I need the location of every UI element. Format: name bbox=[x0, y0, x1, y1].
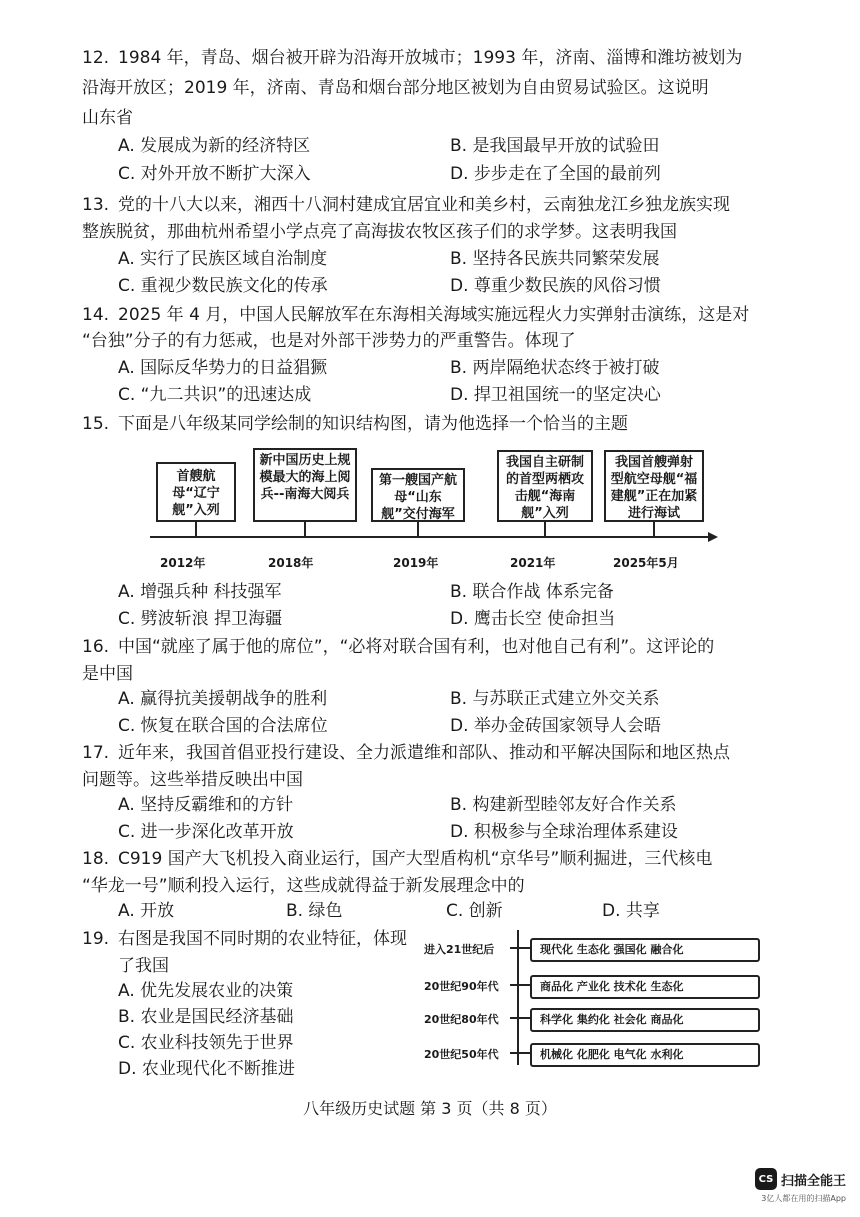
timeline-tick bbox=[304, 522, 306, 537]
question-stem-line: 1984 年，青岛、烟台被开辟为沿海开放城市；1993 年，济南、淄博和潍坊被划为 bbox=[118, 48, 743, 68]
timeline-year: 2021年 bbox=[510, 556, 556, 570]
question-stem-line: 了我国 bbox=[118, 956, 169, 976]
option-c: C. 创新 bbox=[446, 901, 503, 921]
question-number: 14. bbox=[82, 305, 110, 325]
option-c: C. 农业科技领先于世界 bbox=[118, 1033, 294, 1053]
option-c: C. 恢复在联合国的合法席位 bbox=[118, 716, 328, 736]
scanner-watermark bbox=[755, 1168, 846, 1190]
question-number: 18. bbox=[82, 849, 110, 869]
timeline-event: 第一艘国产航母“山东舰”交付海军 bbox=[371, 468, 465, 522]
option-a: A. 实行了民族区域自治制度 bbox=[118, 249, 328, 269]
timeline-event: 新中国历史上规模最大的海上阅兵--南海大阅兵 bbox=[253, 448, 357, 522]
question-stem-line: 中国“就座了属于他的席位”，“必将对联合国有利，也对他自己有利”。这评论的 bbox=[118, 637, 715, 657]
option-a: A. 发展成为新的经济特区 bbox=[118, 136, 311, 156]
option-c: C. 对外开放不断扩大深入 bbox=[118, 164, 311, 184]
question-stem-line: 是中国 bbox=[82, 664, 133, 684]
option-c: C. 重视少数民族文化的传承 bbox=[118, 276, 328, 296]
option-a: A. 赢得抗美援朝战争的胜利 bbox=[118, 689, 328, 709]
watermark-name: 扫描全能王 bbox=[780, 1173, 846, 1189]
question-stem-line: 近年来，我国首倡亚投行建设、全力派遣维和部队、推动和平解决国际和地区热点 bbox=[118, 743, 730, 763]
option-b: B. 坚持各民族共同繁荣发展 bbox=[450, 249, 660, 269]
option-d: D. 尊重少数民族的风俗习惯 bbox=[450, 276, 661, 296]
feature-box: 机械化 化肥化 电气化 水利化 bbox=[530, 1043, 760, 1067]
timeline-tick bbox=[417, 522, 419, 537]
question-stem-line: “台独”分子的有力惩戒，也是对外部干涉势力的严重警告。体现了 bbox=[82, 331, 576, 351]
option-d: D. 捍卫祖国统一的坚定决心 bbox=[450, 385, 661, 405]
option-a: A. 增强兵种 科技强军 bbox=[118, 582, 282, 602]
option-b: B. 绿色 bbox=[286, 901, 343, 921]
option-c: C. 劈波斩浪 捍卫海疆 bbox=[118, 609, 283, 629]
timeline-event: 首艘航母“辽宁舰”入列 bbox=[156, 462, 236, 522]
option-a: A. 优先发展农业的决策 bbox=[118, 981, 294, 1001]
option-a: A. 坚持反霸维和的方针 bbox=[118, 795, 294, 815]
feature-box: 商品化 产业化 技术化 生态化 bbox=[530, 975, 760, 999]
option-d: D. 共享 bbox=[602, 901, 660, 921]
option-b: B. 联合作战 体系完备 bbox=[450, 582, 614, 602]
period-label: 进入21世纪后 bbox=[424, 943, 495, 956]
timeline-year: 2019年 bbox=[393, 556, 439, 570]
option-c: C. “九二共识”的迅速达成 bbox=[118, 385, 312, 405]
option-b: B. 与苏联正式建立外交关系 bbox=[450, 689, 660, 709]
question-stem-line: C919 国产大飞机投入商业运行，国产大型盾构机“京华号”顺利掘进，三代核电 bbox=[118, 849, 713, 869]
timeline-tick bbox=[653, 522, 655, 537]
timeline-year: 2025年5月 bbox=[613, 556, 679, 570]
question-number: 17. bbox=[82, 743, 110, 763]
question-stem-line: 2025 年 4 月，中国人民解放军在东海相关海域实施远程火力实弹射击演练，这是对 bbox=[118, 305, 750, 325]
question-number: 19. bbox=[82, 929, 110, 949]
option-b: B. 农业是国民经济基础 bbox=[118, 1007, 294, 1027]
timeline-tick bbox=[195, 522, 197, 537]
question-stem-line: 山东省 bbox=[82, 108, 133, 128]
timeline-event: 我国首艘弹射型航空母舰“福建舰”正在加紧进行海试 bbox=[604, 450, 704, 522]
option-b: B. 两岸隔绝状态终于被打破 bbox=[450, 358, 660, 378]
option-d: D. 农业现代化不断推进 bbox=[118, 1059, 295, 1079]
option-d: D. 鹰击长空 使命担当 bbox=[450, 609, 616, 629]
timeline-event: 我国自主研制的首型两栖攻击舰“海南舰”入列 bbox=[497, 450, 593, 522]
question-stem-line: 右图是我国不同时期的农业特征，体现 bbox=[118, 929, 407, 949]
question-number: 16. bbox=[82, 637, 110, 657]
timeline-axis bbox=[150, 527, 720, 547]
camscanner-logo-icon: CS bbox=[755, 1168, 777, 1190]
question-stem-line: “华龙一号”顺利投入运行，这些成就得益于新发展理念中的 bbox=[82, 876, 525, 896]
option-a: A. 国际反华势力的日益猖獗 bbox=[118, 358, 328, 378]
question-number: 12. bbox=[82, 48, 110, 68]
question-number: 13. bbox=[82, 195, 110, 215]
question-stem-line: 问题等。这些举措反映出中国 bbox=[82, 770, 303, 790]
feature-box: 现代化 生态化 强国化 融合化 bbox=[530, 938, 760, 962]
period-label: 20世纪80年代 bbox=[424, 1013, 499, 1026]
watermark-tagline: 3亿人都在用的扫描App bbox=[761, 1194, 846, 1203]
timeline-year: 2012年 bbox=[160, 556, 206, 570]
option-b: B. 构建新型睦邻友好合作关系 bbox=[450, 795, 677, 815]
option-d: D. 步步走在了全国的最前列 bbox=[450, 164, 661, 184]
option-d: D. 积极参与全球治理体系建设 bbox=[450, 822, 678, 842]
period-label: 20世纪90年代 bbox=[424, 980, 499, 993]
page-footer: 八年级历史试题 第 3 页（共 8 页） bbox=[303, 1099, 557, 1118]
timeline-tick bbox=[544, 522, 546, 537]
question-stem-line: 沿海开放区；2019 年，济南、青岛和烟台部分地区被划为自由贸易试验区。这说明 bbox=[82, 78, 709, 98]
question-stem-line: 下面是八年级某同学绘制的知识结构图，请为他选择一个恰当的主题 bbox=[118, 414, 628, 434]
timeline-year: 2018年 bbox=[268, 556, 314, 570]
period-label: 20世纪50年代 bbox=[424, 1048, 499, 1061]
question-stem-line: 整族脱贫，那曲杭州希望小学点亮了高海拔农牧区孩子们的求学梦。这表明我国 bbox=[82, 222, 677, 242]
option-c: C. 进一步深化改革开放 bbox=[118, 822, 294, 842]
question-stem-line: 党的十八大以来，湘西十八洞村建成宜居宜业和美乡村，云南独龙江乡独龙族实现 bbox=[118, 195, 730, 215]
option-d: D. 举办金砖国家领导人会晤 bbox=[450, 716, 661, 736]
feature-box: 科学化 集约化 社会化 商品化 bbox=[530, 1008, 760, 1032]
question-number: 15. bbox=[82, 414, 110, 434]
option-b: B. 是我国最早开放的试验田 bbox=[450, 136, 660, 156]
option-a: A. 开放 bbox=[118, 901, 175, 921]
